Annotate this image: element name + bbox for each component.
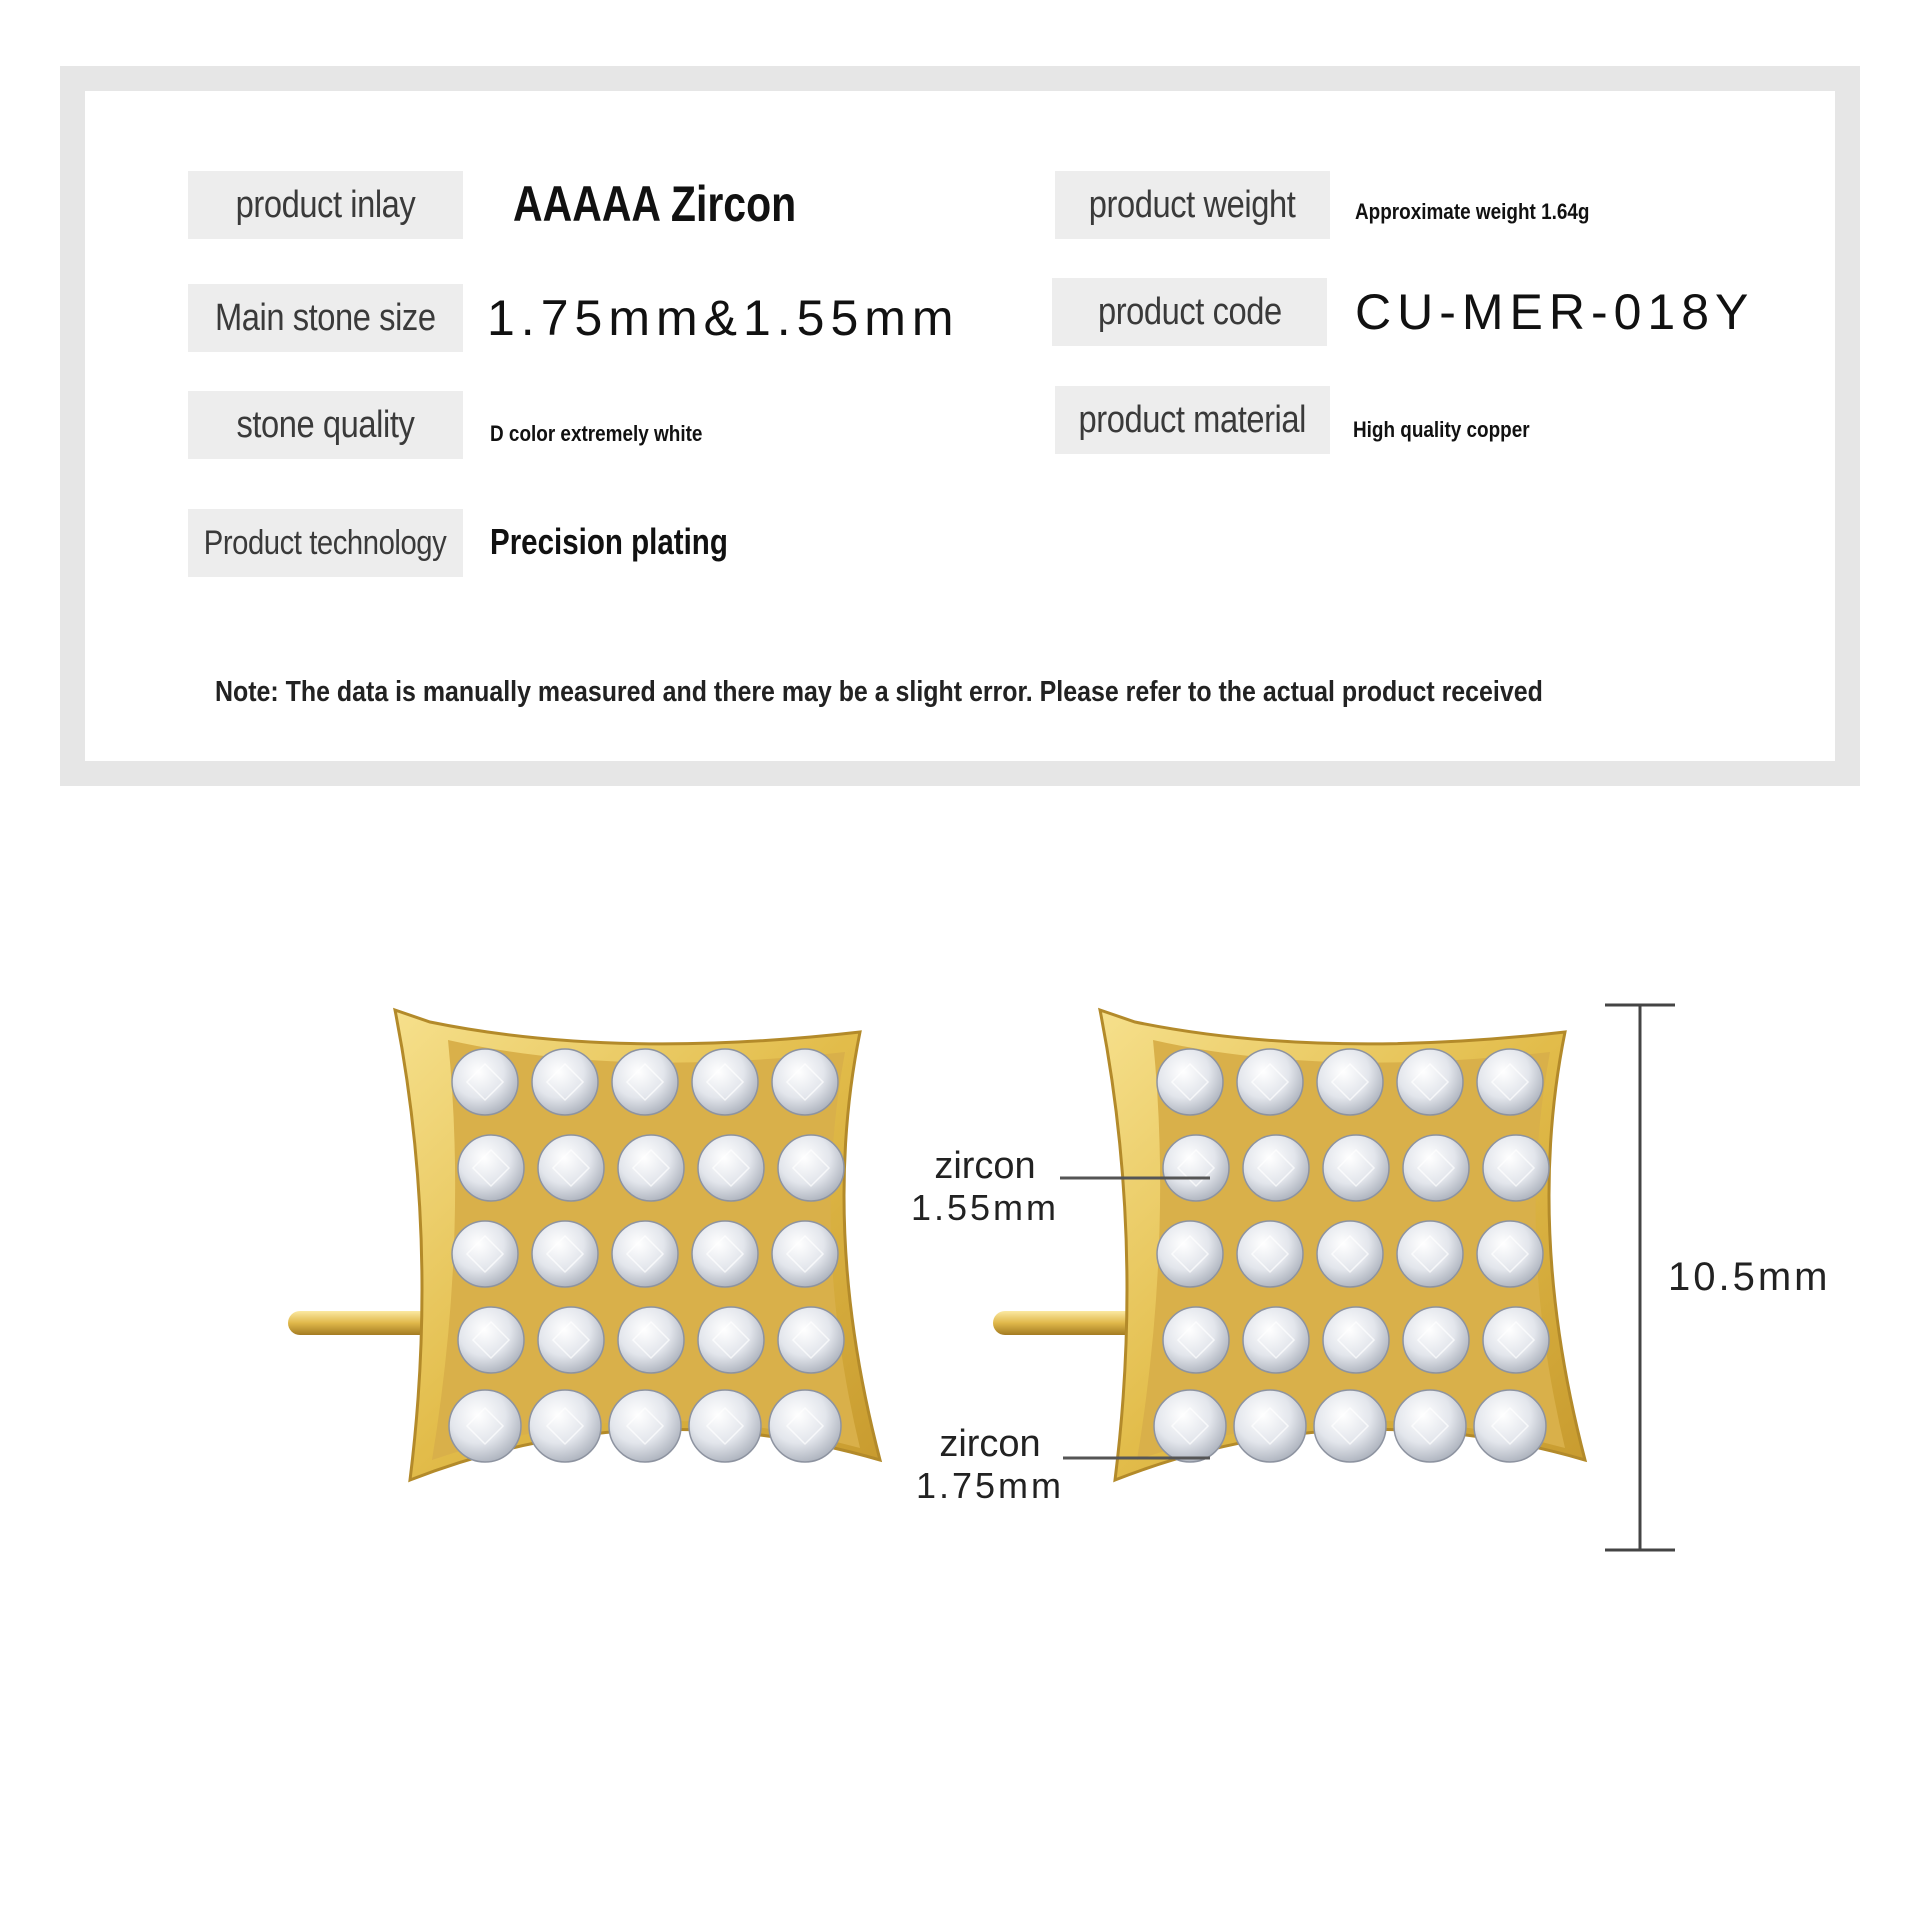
technology-label: Product technology: [188, 509, 463, 577]
left-earring-post: [288, 1311, 438, 1335]
zircon-stone: [449, 1390, 521, 1462]
lower-callout-name: zircon: [939, 1423, 1041, 1465]
stone-size-value: 1.75mm&1.55mm: [487, 290, 960, 346]
lower-callout-size: 1.75mm: [915, 1464, 1065, 1506]
zircon-stone: [1483, 1135, 1549, 1201]
technology-value: Precision plating: [490, 521, 728, 562]
material-label: product material: [1055, 386, 1330, 454]
zircon-stone: [1237, 1049, 1303, 1115]
zircon-stone: [1477, 1221, 1543, 1287]
zircon-stone: [1157, 1049, 1223, 1115]
zircon-stone: [538, 1135, 604, 1201]
zircon-stone: [698, 1135, 764, 1201]
zircon-stone: [532, 1049, 598, 1115]
zircon-stone: [692, 1049, 758, 1115]
material-value: High quality copper: [1353, 417, 1530, 442]
zircon-stone: [618, 1135, 684, 1201]
zircon-stone: [1474, 1390, 1546, 1462]
zircon-stone: [1317, 1221, 1383, 1287]
zircon-stone: [1403, 1307, 1469, 1373]
spec-frame: [60, 66, 1860, 786]
zircon-stone: [772, 1049, 838, 1115]
code-label: product code: [1052, 278, 1327, 346]
zircon-stone: [529, 1390, 601, 1462]
lower-zircon-callout: [905, 1424, 1075, 1505]
stone-quality-value: D color extremely white: [490, 421, 703, 446]
zircon-stone: [769, 1390, 841, 1462]
zircon-stone: [778, 1307, 844, 1373]
inlay-value: AAAAA Zircon: [513, 176, 797, 232]
weight-value: Approximate weight 1.64g: [1355, 199, 1590, 224]
zircon-stone: [452, 1221, 518, 1287]
zircon-stone: [609, 1390, 681, 1462]
spec-panel: [85, 91, 1835, 761]
earring-illustration: [0, 960, 1920, 1680]
zircon-stone: [452, 1049, 518, 1115]
zircon-stone: [1157, 1221, 1223, 1287]
zircon-stone: [1234, 1390, 1306, 1462]
zircon-stone: [458, 1307, 524, 1373]
zircon-stone: [1317, 1049, 1383, 1115]
zircon-stone: [1314, 1390, 1386, 1462]
zircon-stone: [1477, 1049, 1543, 1115]
upper-callout-size: 1.55mm: [910, 1186, 1060, 1228]
zircon-stone: [1237, 1221, 1303, 1287]
zircon-stone: [689, 1390, 761, 1462]
zircon-stone: [1403, 1135, 1469, 1201]
zircon-stone: [1397, 1049, 1463, 1115]
zircon-stone: [1163, 1135, 1229, 1201]
right-earring: [993, 1010, 1585, 1480]
zircon-stone: [1483, 1307, 1549, 1373]
zircon-stone: [612, 1049, 678, 1115]
zircon-stone: [532, 1221, 598, 1287]
left-earring: [288, 1010, 880, 1480]
measurement-note: Note: The data is manually measured and there may be a slight error. Please refer to the actual product received: [215, 676, 1543, 708]
zircon-stone: [1154, 1390, 1226, 1462]
zircon-stone: [692, 1221, 758, 1287]
zircon-stone: [612, 1221, 678, 1287]
zircon-stone: [618, 1307, 684, 1373]
zircon-stone: [698, 1307, 764, 1373]
zircon-stone: [1323, 1135, 1389, 1201]
weight-label: product weight: [1055, 171, 1330, 239]
zircon-stone: [1397, 1221, 1463, 1287]
upper-callout-name: zircon: [934, 1145, 1036, 1187]
zircon-stone: [778, 1135, 844, 1201]
zircon-stone: [538, 1307, 604, 1373]
zircon-stone: [1163, 1307, 1229, 1373]
zircon-stone: [1323, 1307, 1389, 1373]
zircon-stone: [1243, 1307, 1309, 1373]
inlay-label: product inlay: [188, 171, 463, 239]
right-earring-post: [993, 1311, 1143, 1335]
stone-quality-label: stone quality: [188, 391, 463, 459]
zircon-stone: [1394, 1390, 1466, 1462]
zircon-stone: [772, 1221, 838, 1287]
code-value: CU-MER-018Y: [1355, 284, 1755, 340]
height-dimension-label: 10.5mm: [1668, 1255, 1831, 1299]
upper-zircon-callout: [900, 1146, 1070, 1227]
zircon-stone: [1243, 1135, 1309, 1201]
stone-size-label: Main stone size: [188, 284, 463, 352]
zircon-stone: [458, 1135, 524, 1201]
